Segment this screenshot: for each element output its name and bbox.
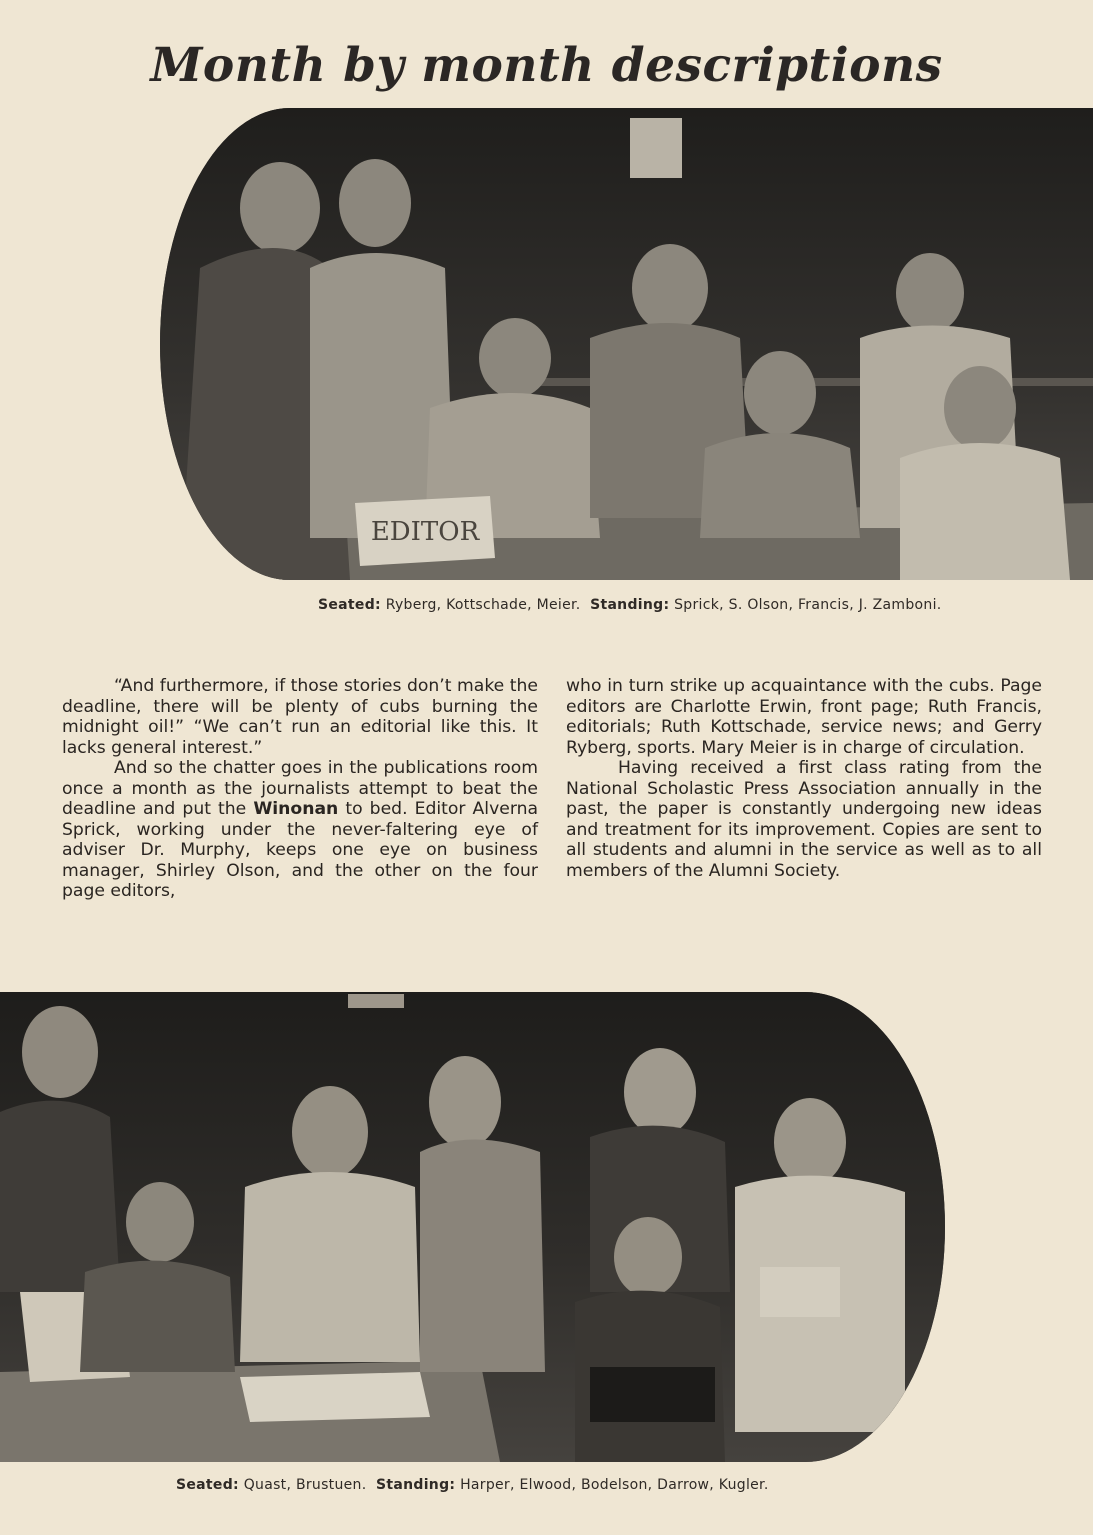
editor-sign-text: EDITOR bbox=[370, 517, 480, 547]
staff-photo-bottom-illustration bbox=[0, 992, 945, 1462]
staff-photo-bottom bbox=[0, 992, 945, 1462]
caption-top-seated-names: Ryberg, Kottschade, Meier. bbox=[385, 597, 581, 613]
article-left-p2-before: And so the chatter goes in the publications room once a month as the journalists attempt to beat the deadline and put the bbox=[62, 758, 538, 819]
article-left-p2-after: to bed. Editor Alverna Sprick, working under the never-faltering eye of adviser Dr. Murphy, keeps one eye on business manager, Shirley Olson, and the other on the four page editors, bbox=[62, 799, 539, 901]
caption-top-standing-names: Sprick, S. Olson, Francis, J. Zamboni. bbox=[674, 597, 942, 613]
caption-bottom-standing-names: Harper, Elwood, Bodelson, Darrow, Kugler. bbox=[460, 1477, 769, 1493]
article-right-paragraph-2: Having received a first class rating from the National Scholastic Press Association annually in the past, the paper is constantly undergoing new ideas and treatment for its improvement. Copies are sent to all students and alumni in the service as well as to all members of the Alumni Society. bbox=[566, 758, 1042, 881]
article-right-paragraph-1: who in turn strike up acquaintance with the cubs. Page editors are Charlotte Erwin, front page; Ruth Francis, editorials; Ruth Kottschade, service news; and Gerry Ryberg, sports. Mary Meier is in charge of circulation. bbox=[566, 676, 1042, 758]
photo-top-caption bbox=[318, 597, 1093, 613]
caption-bottom-seated-names: Quast, Brustuen. bbox=[243, 1477, 367, 1493]
caption-bottom-seated-label: Seated: bbox=[176, 1477, 239, 1493]
article-left-paragraph-2 bbox=[62, 758, 538, 902]
caption-top-standing-label: Standing: bbox=[590, 597, 670, 613]
page-title: Month by month descriptions bbox=[150, 38, 943, 93]
staff-photo-top-illustration bbox=[160, 108, 1093, 580]
article-column-right bbox=[566, 676, 1042, 881]
photo-bottom-caption bbox=[176, 1477, 1093, 1493]
caption-bottom-standing-label: Standing: bbox=[376, 1477, 456, 1493]
caption-top-seated-label: Seated: bbox=[318, 597, 381, 613]
article-left-paragraph-1: “And furthermore, if those stories don’t make the deadline, there will be plenty of cubs burning the midnight oil!” “We can’t run an editorial like this. It lacks general interest.” bbox=[62, 676, 538, 758]
staff-photo-top bbox=[160, 108, 1093, 580]
article-column-left bbox=[62, 676, 538, 902]
publication-name: Winonan bbox=[253, 799, 339, 819]
